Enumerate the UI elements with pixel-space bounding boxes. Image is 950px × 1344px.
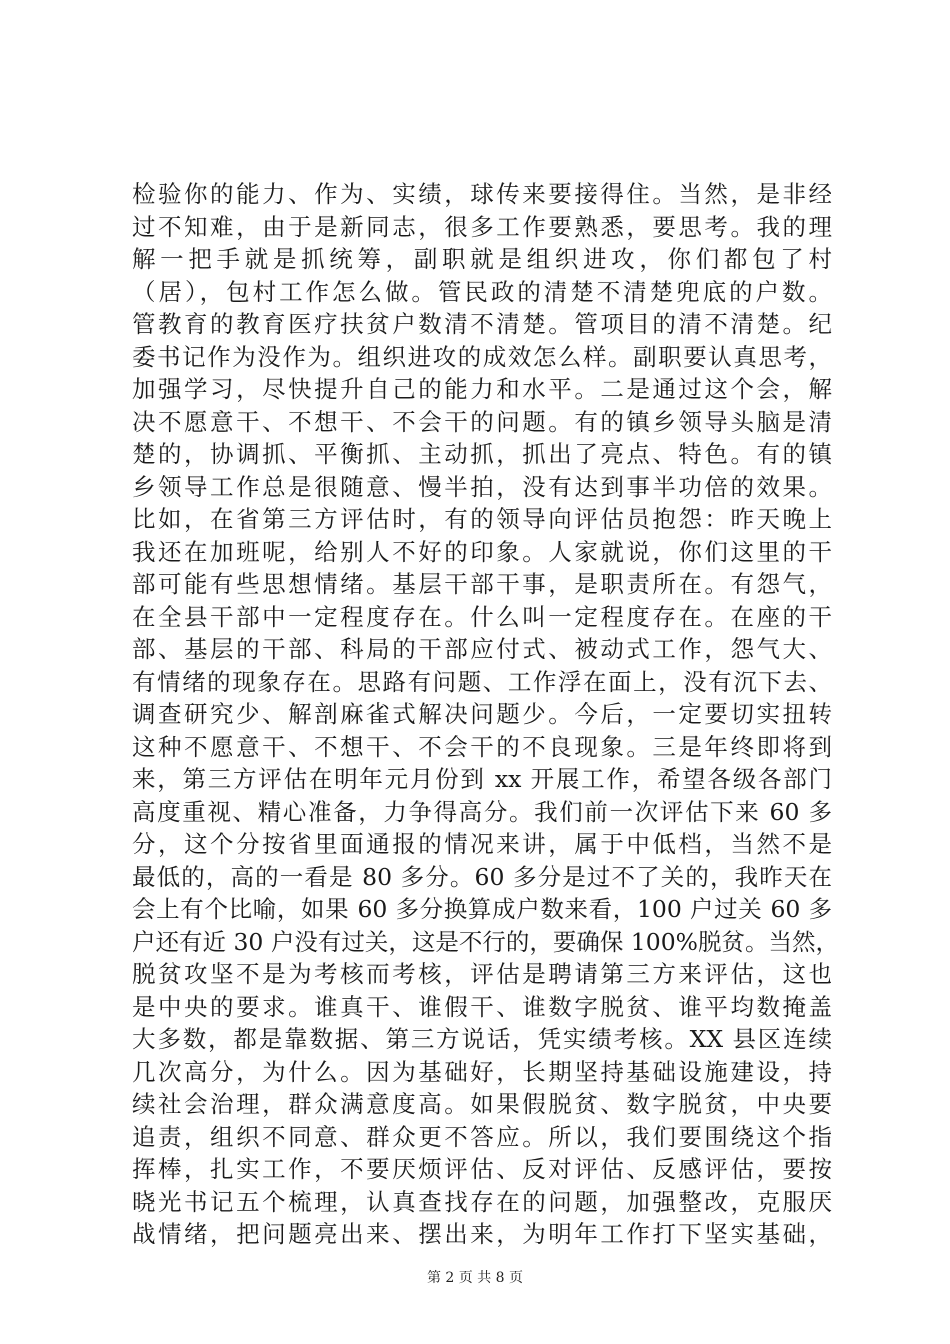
text-line: 脱贫攻坚不是为考核而考核，评估是聘请第三方来评估，这也 [132, 960, 832, 988]
text-line: 管教育的教育医疗扶贫户数清不清楚。管项目的清不清楚。纪 [132, 310, 832, 338]
text-line: 委书记作为没作为。组织进攻的成效怎么样。副职要认真思考， [132, 342, 832, 371]
text-line: 来，第三方评估在明年元月份到 xx 开展工作，希望各级各部门 [132, 765, 832, 793]
text-line: 晓光书记五个梳理，认真查找存在的问题，加强整改，克服厌 [132, 1187, 832, 1216]
text-line: 决不愿意干、不想干、不会干的问题。有的镇乡领导头脑是清 [132, 407, 832, 436]
text-line: 大多数，都是靠数据、第三方说话，凭实绩考核。XX 县区连续 [132, 1025, 832, 1053]
text-line: 楚的，协调抓、平衡抓、主动抓，抓出了亮点、特色。有的镇 [132, 440, 832, 468]
text-line: 比如，在省第三方评估时，有的领导向评估员抱怨：昨天晚上 [132, 505, 832, 533]
text-line: 会上有个比喻，如果 60 多分换算成户数来看，100 户过关 60 多 [132, 895, 832, 923]
text-line: 户还有近 30 户没有过关，这是不行的，要确保 100%脱贫。当然， [132, 927, 839, 956]
text-line: 加强学习，尽快提升自己的能力和水平。二是通过这个会，解 [132, 375, 832, 403]
text-line: 最低的，高的一看是 80 多分。60 多分是过不了关的，我昨天在 [132, 862, 832, 891]
text-line: 战情绪，把问题亮出来、摆出来，为明年工作打下坚实基础， [132, 1220, 832, 1248]
text-line: 几次高分，为什么。因为基础好，长期坚持基础设施建设，持 [132, 1057, 832, 1086]
text-line: 高度重视、精心准备，力争得高分。我们前一次评估下来 60 多 [132, 797, 832, 826]
text-line: 部可能有些思想情绪。基层干部干事，是职责所在。有怨气， [132, 570, 832, 598]
text-line: 追责，组织不同意、群众更不答应。所以，我们要围绕这个指 [132, 1122, 832, 1151]
text-line: 乡领导工作总是很随意、慢半拍，没有达到事半功倍的效果。 [132, 472, 832, 501]
text-line: 我还在加班呢，给别人不好的印象。人家就说，你们这里的干 [132, 537, 832, 566]
text-line: 分，这个分按省里面通报的情况来讲，属于中低档，当然不是 [132, 830, 832, 858]
text-line: 挥棒，扎实工作，不要厌烦评估、反对评估、反感评估，要按 [132, 1155, 832, 1183]
text-line: 过不知难，由于是新同志，很多工作要熟悉，要思考。我的理 [132, 212, 832, 241]
text-line: 是中央的要求。谁真干、谁假干、谁数字脱贫、谁平均数掩盖 [132, 992, 832, 1021]
text-line: 续社会治理，群众满意度高。如果假脱贫、数字脱贫，中央要 [132, 1090, 832, 1118]
body-text [132, 178, 839, 1251]
text-line: 调查研究少、解剖麻雀式解决问题少。今后，一定要切实扭转 [132, 700, 832, 728]
text-line: （居），包村工作怎么做。管民政的清楚不清楚兜底的户数。 [132, 277, 832, 306]
text-line: 检验你的能力、作为、实绩，球传来要接得住。当然，是非经 [132, 180, 832, 208]
text-line: 有情绪的现象存在。思路有问题、工作浮在面上，没有沉下去、 [132, 667, 832, 696]
page-number-footer: 第 2 页 共 8 页 [426, 1270, 524, 1286]
text-line: 部、基层的干部、科局的干部应付式、被动式工作，怨气大、 [132, 635, 832, 663]
text-line: 解一把手就是抓统筹，副职就是组织进攻，你们都包了村 [132, 245, 832, 273]
text-line: 这种不愿意干、不想干、不会干的不良现象。三是年终即将到 [132, 732, 832, 761]
text-line: 在全县干部中一定程度存在。什么叫一定程度存在。在座的干 [132, 602, 832, 631]
